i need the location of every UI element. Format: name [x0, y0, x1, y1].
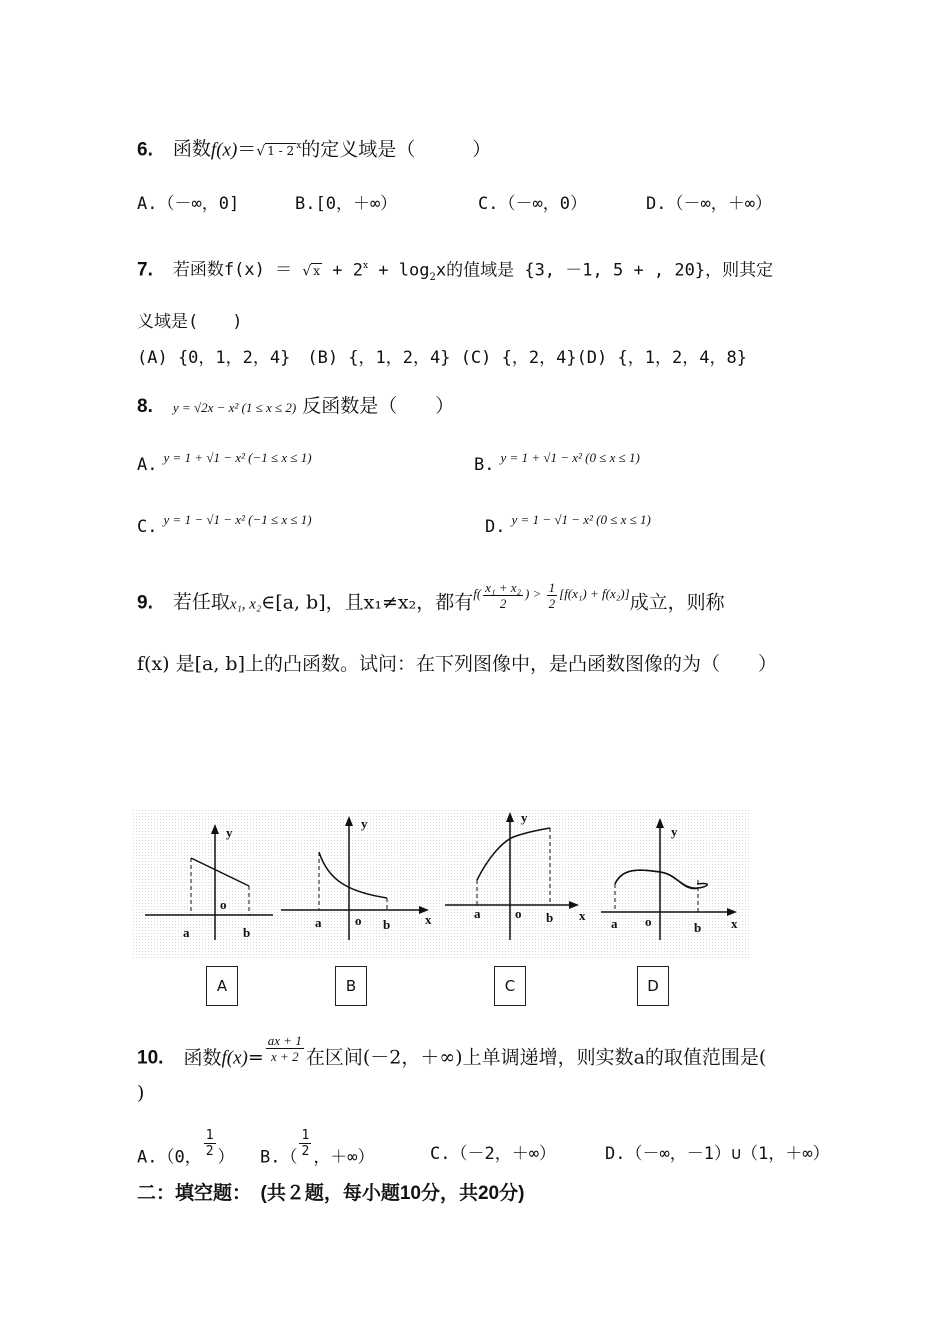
q9-stem-line2: f(x) 是[a, b]上的凸函数。试问：在下列图像中，是凸函数图像的为（ ）: [137, 653, 778, 675]
graph-b-y-label: y: [361, 816, 368, 831]
q7-exponent: x: [362, 261, 369, 271]
q9-ineq-mid: ) >: [525, 586, 545, 602]
graph-d-a-label: a: [611, 916, 618, 931]
q7-log-base: 2: [429, 272, 436, 284]
q6-exponent: x: [296, 141, 302, 151]
q9-variables: x₁, x₂: [229, 596, 262, 613]
graph-b-b-label: b: [383, 917, 391, 932]
q8-option-d-expr: y = 1 − √1 − x² (0 ≤ x ≤ 1): [511, 512, 651, 527]
q10-text-prefix: 函数: [183, 1046, 222, 1069]
graph-a-y-label: y: [226, 825, 233, 840]
q9-inequality: [473, 580, 630, 611]
q10-fraction: [266, 1033, 304, 1064]
q9-choice-c[interactable]: C: [494, 966, 526, 1006]
q10-option-a-numerator: 1: [205, 1128, 214, 1143]
q10-option-b-fraction: [299, 1128, 311, 1159]
q9-avg-numerator: x₁ + x₂: [485, 580, 522, 595]
graph-c-a-label: a: [474, 906, 481, 921]
q6-option-a: A.（－∞，0]: [137, 194, 240, 214]
q8-option-c: [137, 514, 312, 540]
graph-b-o-label: o: [355, 913, 362, 928]
q8-option-d-label: D.: [485, 517, 506, 537]
q8-option-d: [485, 514, 651, 540]
q6-text-suffix: 的定义域是（ ）: [301, 138, 492, 161]
graph-c-b-label: b: [546, 910, 554, 925]
q9-text-prefix: 若任取: [172, 591, 230, 614]
q9-ineq-left: f(: [473, 586, 482, 602]
q7-radicand: x: [313, 264, 321, 279]
q10-option-c: C.（－2，＋∞）: [430, 1144, 556, 1164]
q8-text-suffix: 反函数是（ ）: [302, 395, 455, 417]
q6-function: f(x): [210, 139, 238, 161]
graph-d-x-label: x: [731, 916, 738, 931]
graph-c-x-label: x: [579, 908, 586, 923]
q10-option-b: [260, 1128, 375, 1173]
q10-stem: [137, 1033, 767, 1074]
section-2-title: 二：填空题： (共２题，每小题10分，共20分): [137, 1183, 525, 1204]
q6-option-c: C.（－∞，0）: [478, 194, 587, 214]
q6-option-d: D.（－∞，＋∞）: [646, 194, 772, 214]
q8-option-c-label: C.: [137, 517, 158, 537]
q9-text-suffix: 成立，则称: [629, 591, 725, 614]
graph-a-a-label: a: [183, 925, 190, 940]
q10-option-a-denominator: 2: [205, 1144, 214, 1159]
q6-number: 6.: [137, 139, 153, 161]
q10-function: f(x): [221, 1047, 248, 1069]
graph-b-x-label: x: [425, 912, 432, 927]
q9-text-mid: ∈[a, b]，且x₁≠x₂，都有: [261, 591, 474, 614]
q10-option-b-pre: B.（: [260, 1147, 298, 1168]
graph-d-b-label: b: [694, 920, 702, 935]
q9-graphs: [133, 810, 751, 960]
q8-option-b-label: B.: [474, 455, 495, 475]
q10-option-b-denominator: 2: [301, 1144, 310, 1159]
q9-half-fraction: [547, 580, 558, 611]
q9-half-denominator: 2: [548, 596, 556, 611]
q8-function: y = √2x − x² (1 ≤ x ≤ 2): [172, 400, 297, 415]
q9-avg-denominator: 2: [499, 596, 507, 611]
graph-d-o-label: o: [645, 914, 652, 929]
q8-option-a-label: A.: [137, 455, 158, 475]
q9-choice-d[interactable]: D: [637, 966, 669, 1006]
q8-option-a-expr: y = 1 + √1 − x² (−1 ≤ x ≤ 1): [163, 450, 312, 465]
q6-equals: ＝: [237, 138, 257, 161]
q9-choice-b[interactable]: B: [335, 966, 367, 1006]
q9-half-numerator: 1: [548, 580, 556, 595]
q10-stem-line2: ): [137, 1082, 145, 1104]
q10-text-suffix: 在区间(－2，＋∞)上单调递增，则实数a的取值范围是(: [305, 1046, 767, 1069]
q6-option-b: B.[0，＋∞）: [295, 194, 398, 214]
q8-number: 8.: [137, 396, 153, 417]
q8-stem: [137, 394, 454, 420]
q8-option-c-expr: y = 1 − √1 − x² (−1 ≤ x ≤ 1): [163, 512, 312, 527]
q7-text-mid2: + log: [368, 260, 430, 281]
q8-option-a: [137, 452, 312, 478]
q10-option-a-pre: A.（0，: [137, 1147, 202, 1168]
q8-option-b-expr: y = 1 + √1 − x² (0 ≤ x ≤ 1): [500, 450, 640, 465]
q10-option-d: D.（－∞，－1）∪（1，＋∞）: [605, 1144, 830, 1164]
q10-frac-numerator: ax + 1: [267, 1033, 302, 1048]
graph-c-o-label: o: [515, 906, 522, 921]
q10-option-a: [137, 1128, 235, 1173]
q10-option-b-numerator: 1: [301, 1128, 310, 1143]
graph-d-y-label: y: [671, 824, 678, 839]
q7-text-suffix: x的值域是 {3, －1, 5 + , 20}，则其定: [435, 260, 774, 281]
q10-option-a-post: ）: [217, 1147, 235, 1168]
q7-text-prefix: 若函数f(x) ＝: [172, 260, 303, 281]
q9-ineq-right: [f(x₁) + f(x₂)]: [559, 586, 630, 602]
q10-option-b-post: ，＋∞）: [313, 1147, 375, 1168]
q7-stem-line2: 义域是( ): [137, 312, 243, 332]
q7-stem: 7. 若函数f(x) ＝ √ $x + 2^x + \log_2x$的值域是 {3, －1, 5 + , 20}，则其定: [137, 259, 774, 284]
graph-c-y-label: y: [521, 810, 528, 825]
q7-text-mid1: + 2: [322, 260, 363, 281]
q9-avg-fraction: [483, 580, 523, 611]
q9-choice-a[interactable]: A: [206, 966, 238, 1006]
q8-option-b: [474, 452, 640, 478]
q10-number: 10.: [137, 1047, 164, 1069]
q10-equals: =: [247, 1046, 264, 1069]
graph-a-o-label: o: [220, 897, 227, 912]
q7-number: 7.: [137, 259, 153, 281]
graph-b-a-label: a: [315, 915, 322, 930]
q9-number: 9.: [137, 592, 153, 614]
q6-radicand: 1 - 2: [267, 144, 295, 159]
q9-stem: [137, 580, 725, 621]
q7-options: (A) {0，1，2，4} (B) {，1，2，4} (C) {，2，4}(D) {，1，2，4，8}: [137, 348, 747, 368]
q6-stem: 6. 函数f(x)＝√ 1 - 2 $^x$的定义域是（ ）: [137, 138, 492, 161]
q10-frac-denominator: x + 2: [271, 1049, 299, 1064]
q10-option-a-fraction: [204, 1128, 216, 1159]
graph-a-b-label: b: [243, 925, 251, 940]
q6-text-prefix: 函数: [172, 138, 211, 161]
